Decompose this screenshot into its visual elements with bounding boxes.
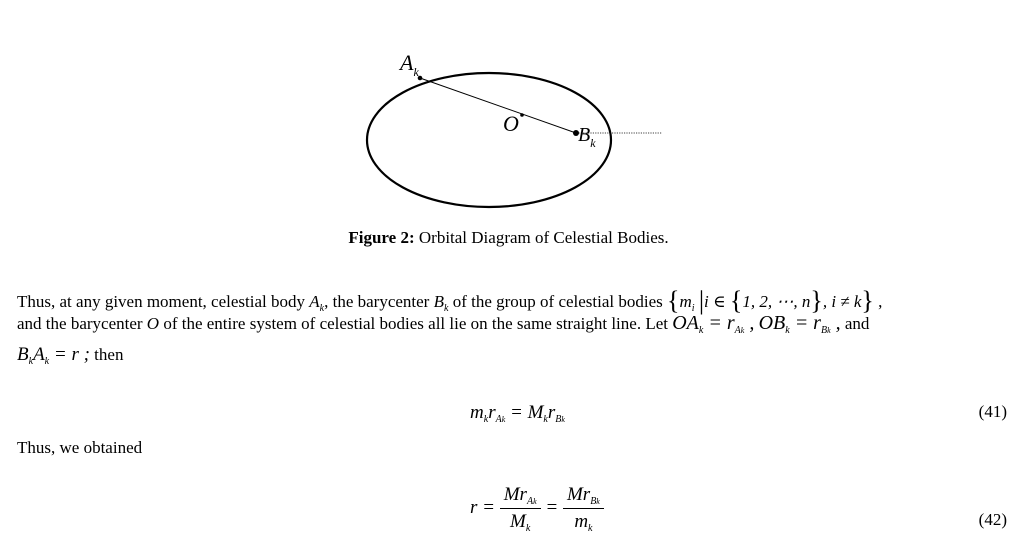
def-oa: $OA_k = r_{Ak}$ , [672, 312, 755, 336]
def-ob: $OB_k = r_{Bk}$ , [758, 312, 841, 336]
caption-text: Orbital Diagram of Celestial Bodies. [418, 228, 669, 247]
paragraph-line-2: and the barycenter O of the entire system of celestial bodies all lie on the same straight line. Let $OA_k = r_{Ak}$ , $OB_k = r_{Bk}$ , and [17, 312, 870, 336]
paragraph-line-1: Thus, at any given moment, celestial body $A_k$, the barycenter $B_k$ of the group of celestial bodies {$m_i$ |i ∈ {1, 2, ⋯, n}, i ≠ k} , [17, 286, 883, 315]
equation-42: r = $\frac{Mr_{Ak}}{M_k}$ = $\frac{Mr_{Bk}}{m_k}$ [470, 484, 604, 533]
orbital-diagram [0, 0, 1017, 225]
equation-42-number: (42) [978, 510, 1007, 529]
def-r: $B_kA_k = r$ ; [17, 344, 90, 367]
label-b: $B_k$ [578, 124, 596, 150]
equation-41: $m_kr_{Ak} = M_kr_{Bk}$ [470, 402, 565, 425]
point-o-dot [520, 113, 524, 117]
line-a-to-b [420, 78, 576, 133]
paragraph-line-3: $B_kA_k = r$ ; then [17, 344, 124, 367]
label-a: $A_k$ [400, 50, 419, 79]
equation-41-number: (41) [978, 402, 1007, 421]
paragraph-2: Thus, we obtained [17, 438, 143, 457]
label-o: O [503, 111, 519, 136]
figure-caption [0, 228, 1017, 248]
caption-label: Figure 2: [348, 228, 415, 247]
set-expression: {$m_i$ |i ∈ {1, 2, ⋯, n}, i ≠ k} [667, 286, 874, 315]
orbit-ellipse [367, 73, 611, 207]
